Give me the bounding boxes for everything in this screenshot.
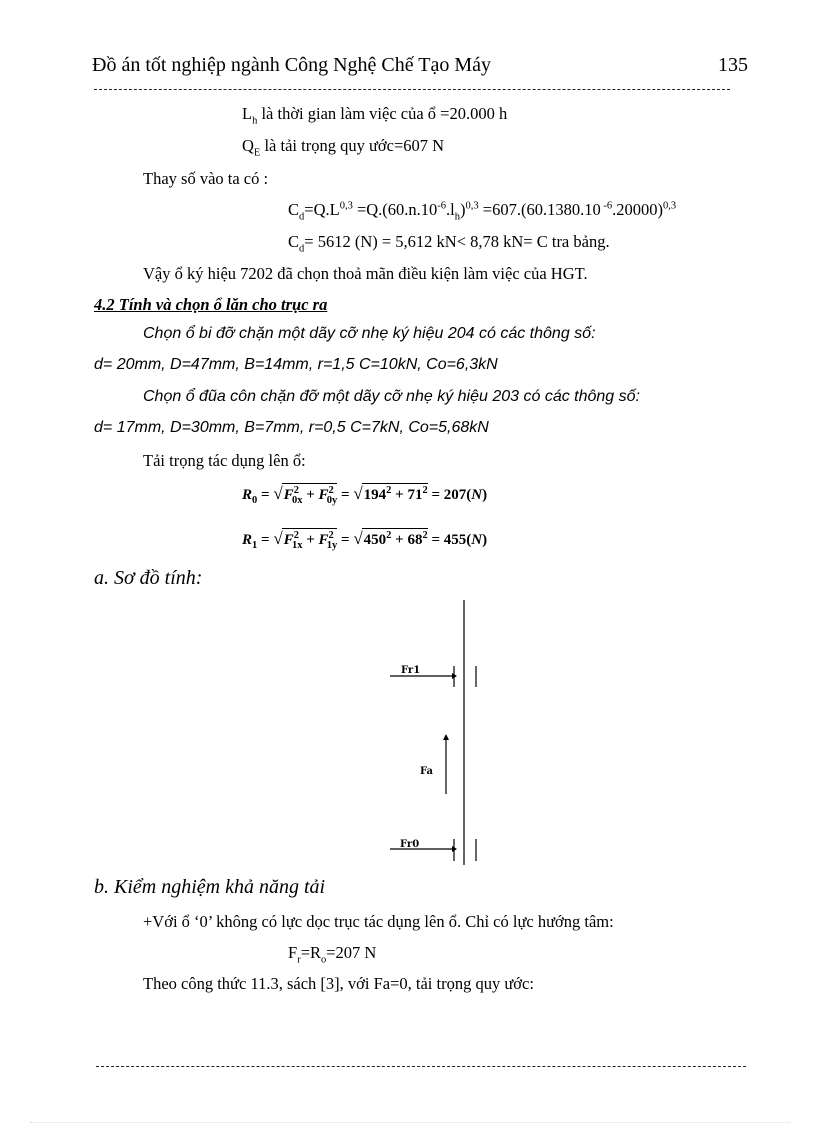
r0-equation: $R_0 = √F^2_{0x} + F^2_{0y} = √194^2 + 71^2 = 207(N)$ [242,484,488,506]
r1-equation: $R_1 = √F^2_{1x} + F^2_{1y} = √450^2 + 68^2 = 455(N)$ [242,529,488,551]
cd-formula-1: $C_d=Q.L^{0,3} =Q.(60.n.10^{-6}.l_h)^{0,3} =607.(60.1380.10$ $^{-6}$.20000)$^{0,3}$ [288,200,677,223]
fr0-label: Fr0 [400,839,420,850]
footer-divider [96,1066,746,1067]
fa-label: Fa [420,766,434,777]
section-4-2-heading: 4.2 Tính và chọn ổ lăn cho trục ra [94,295,328,314]
fa-arrowhead [443,734,449,740]
bearing-0-note: +Với ổ ‘0’ không có lực dọc trục tác dụng lên ổ. Chỉ có lực hướng tâm: [143,912,614,931]
page-number: 135 [718,54,748,76]
choose-bearing-203: Chọn ổ đũa côn chặn đỡ một dãy cỡ nhẹ ký hiệu 203 có các thông số: [143,388,640,405]
choose-bearing-204: Chọn ổ bi đỡ chặn một dãy cỡ nhẹ ký hiệu 204 có các thông số: [143,325,596,342]
qe-line: $Q_E$ là tải trọng quy ước=607 N [242,136,445,159]
header-title: Đồ án tốt nghiệp ngành Công Nghệ Chế Tạo Máy [92,54,492,76]
header-divider [94,89,730,90]
lh-line: $L_h$ là thời gian làm việc của ổ =20.000 h [242,104,508,127]
conclusion-line: Vậy ổ ký hiệu 7202 đã chọn thoả mãn điều kiện làm việc của HGT. [143,264,588,283]
params-bearing-203: d= 17mm, D=30mm, B=7mm, r=0,5 C=7kN, Co=5,68kN [94,419,489,436]
section-b-heading: b. Kiểm nghiệm khả năng tải [94,876,326,898]
params-bearing-204: d= 20mm, D=47mm, B=14mm, r=1,5 C=10kN, Co=6,3kN [94,356,498,373]
force-diagram [380,595,490,870]
fr1-label: Fr1 [401,665,421,676]
formula-reference: Theo công thức 11.3, sách [3], với Fa=0, tải trọng quy ước: [143,974,534,993]
fr-equation: $F_r=R_o=207$ N [288,943,377,966]
loads-line: Tải trọng tác dụng lên ổ: [143,451,306,470]
substitute-line: Thay số vào ta có : [143,169,269,188]
cd-formula-2: $C_d= 5612$ (N) = 5,612 kN< 8,78 kN= C tra bảng. [288,232,610,255]
section-a-heading: a. Sơ đồ tính: [94,567,203,589]
